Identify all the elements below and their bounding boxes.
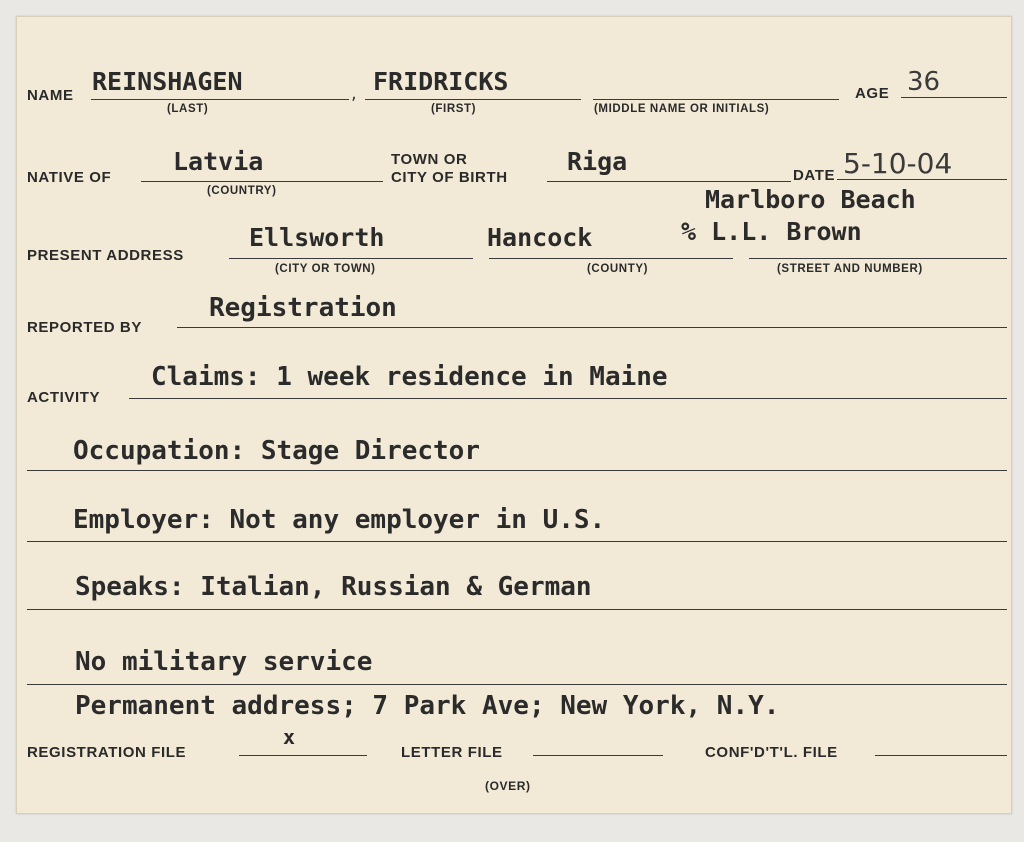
county-value: Hancock xyxy=(487,223,593,252)
city-line xyxy=(229,258,473,259)
name-comma: , xyxy=(351,83,357,104)
registration-file-line xyxy=(239,755,367,756)
county-sublabel: (COUNTY) xyxy=(587,263,649,275)
birth-city-line xyxy=(547,181,791,182)
native-of-value: Latvia xyxy=(173,147,264,176)
last-sublabel: (LAST) xyxy=(167,103,209,115)
age-line xyxy=(901,97,1007,98)
activity-line-3: Employer: Not any employer in U.S. xyxy=(73,505,606,535)
activity-line-2: Occupation: Stage Director xyxy=(73,436,480,466)
activity-rule-3 xyxy=(27,541,1007,542)
reported-by-line xyxy=(177,327,1007,328)
reported-by-label: REPORTED BY xyxy=(27,319,142,336)
last-name-line xyxy=(91,99,349,100)
date-value: 5-10-04 xyxy=(843,147,953,180)
present-address-label: PRESENT ADDRESS xyxy=(27,247,184,264)
confidential-file-label: CONF'D'T'L. FILE xyxy=(705,744,838,761)
activity-line-4: Speaks: Italian, Russian & German xyxy=(75,572,592,602)
confidential-file-line xyxy=(875,755,1007,756)
activity-rule-5 xyxy=(27,684,1007,685)
native-of-line xyxy=(141,181,383,182)
activity-rule-1 xyxy=(129,398,1007,399)
town-label-1: TOWN OR xyxy=(391,151,468,168)
country-sublabel: (COUNTRY) xyxy=(207,185,277,197)
first-name-line xyxy=(365,99,581,100)
birth-city-value: Riga xyxy=(567,147,628,176)
middle-name-line xyxy=(593,99,839,100)
letter-file-label: LETTER FILE xyxy=(401,744,503,761)
registration-file-mark: x xyxy=(283,725,296,749)
town-label-2: CITY OF BIRTH xyxy=(391,169,508,186)
last-name-value: REINSHAGEN xyxy=(92,67,243,96)
street-line xyxy=(749,258,1007,259)
first-sublabel: (FIRST) xyxy=(431,103,477,115)
date-label: DATE xyxy=(793,167,836,184)
record-card xyxy=(16,16,1012,814)
first-name-value: FRIDRICKS xyxy=(373,67,509,96)
letter-file-line xyxy=(533,755,663,756)
name-label: NAME xyxy=(27,87,74,104)
over-label: (OVER) xyxy=(485,779,531,793)
middle-sublabel: (MIDDLE NAME OR INITIALS) xyxy=(594,103,770,115)
activity-line-6: Permanent address; 7 Park Ave; New York, N.Y. xyxy=(75,691,780,721)
city-value: Ellsworth xyxy=(249,223,385,252)
registration-file-label: REGISTRATION FILE xyxy=(27,744,187,761)
activity-label: ACTIVITY xyxy=(27,389,101,406)
county-line xyxy=(489,258,733,259)
date-line xyxy=(837,179,1007,180)
age-value: 36 xyxy=(907,67,941,97)
native-of-label: NATIVE OF xyxy=(27,169,112,186)
street-value-line2: % L.L. Brown xyxy=(681,217,862,246)
activity-rule-2 xyxy=(27,470,1007,471)
activity-rule-4 xyxy=(27,609,1007,610)
activity-line-1: Claims: 1 week residence in Maine xyxy=(151,362,668,392)
street-sublabel: (STREET AND NUMBER) xyxy=(777,263,923,275)
city-sublabel: (CITY OR TOWN) xyxy=(275,263,376,275)
activity-line-5: No military service xyxy=(75,647,373,677)
age-label: AGE xyxy=(855,85,890,102)
reported-by-value: Registration xyxy=(209,293,397,323)
street-value-line1: Marlboro Beach xyxy=(705,185,916,214)
